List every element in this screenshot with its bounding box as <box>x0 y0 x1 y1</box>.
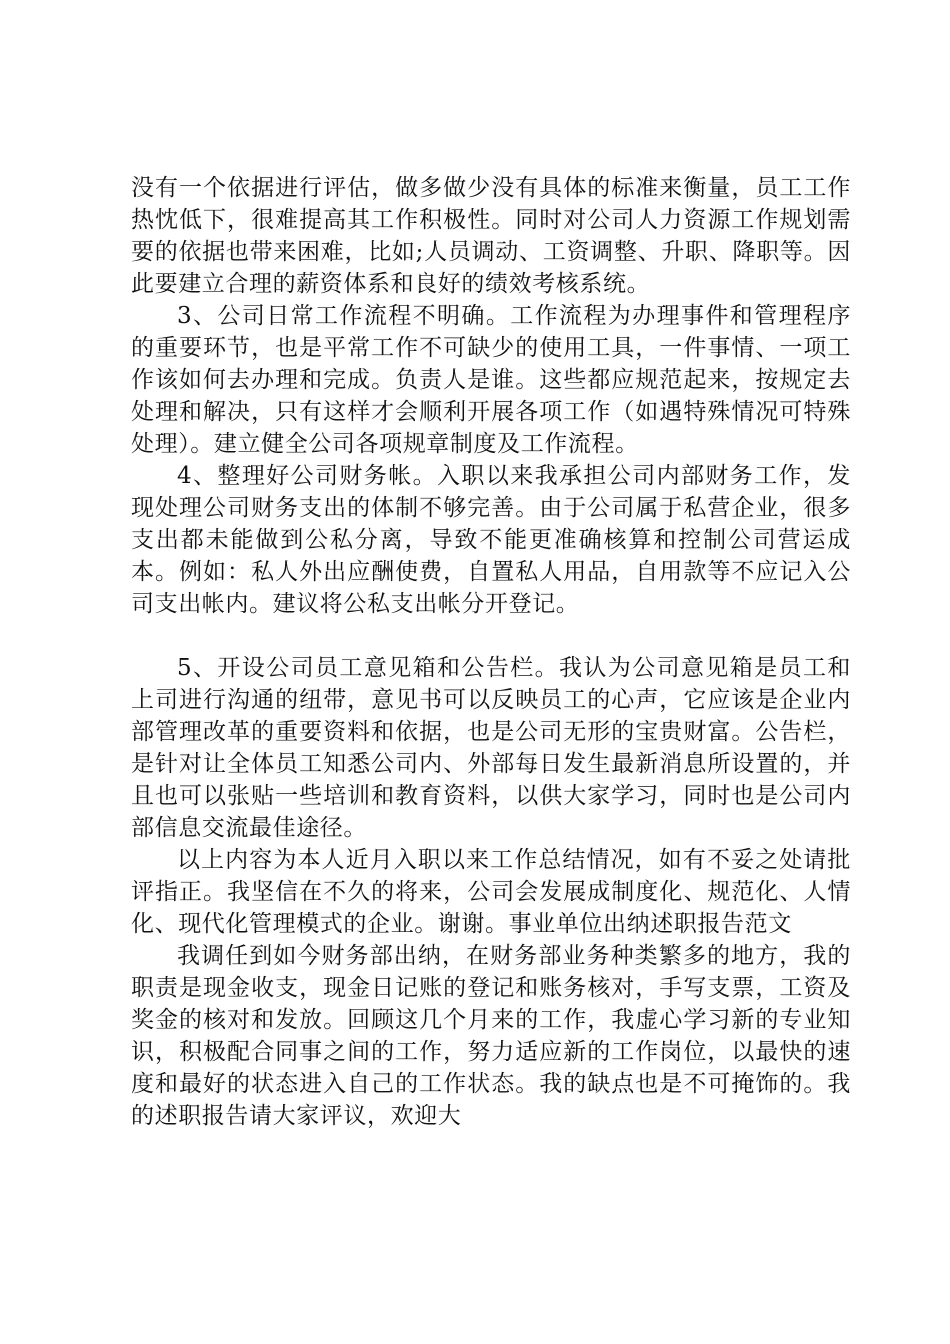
paragraph-item-4-finance: 4、整理好公司财务帐。入职以来我承担公司内部财务工作，发现处理公司财务支出的体制不够完善。由于公司属于私营企业，很多支出都未能做到公私分离，导致不能更准确核算和控制公司营运成本。例如：私人外出应酬使费，自置私人用品，自用款等不应记入公司支出帐内。建议将公私支出帐分开登记。 <box>131 463 851 617</box>
document-body <box>131 172 851 1132</box>
paragraph-spacer <box>131 620 851 652</box>
paragraph-evaluation: 没有一个依据进行评估，做多做少没有具体的标准来衡量，员工工作热忱低下，很难提高其工作积极性。同时对公司人力资源工作规划需要的依据也带来困难，比如;人员调动、工资调整、升职、降职等。因此要建立合理的薪资体系和良好的绩效考核系统。 <box>131 175 851 297</box>
paragraph-summary-conclusion: 以上内容为本人近月入职以来工作总结情况，如有不妥之处请批评指正。我坚信在不久的将来，公司会发展成制度化、规范化、人情化、现代化管理模式的企业。谢谢。事业单位出纳述职报告范文 <box>131 847 851 937</box>
paragraph-item-5-suggestion-box: 5、开设公司员工意见箱和公告栏。我认为公司意见箱是员工和上司进行沟通的纽带，意见书可以反映员工的心声，它应该是企业内部管理改革的重要资料和依据，也是公司无形的宝贵财富。公告栏，是针对让全体员工知悉公司内、外部每日发生最新消息所设置的，并且也可以张贴一些培训和教育资料，以供大家学习，同时也是公司内部信息交流最佳途径。 <box>131 655 851 841</box>
paragraph-cashier-report: 我调任到如今财务部出纳，在财务部业务种类繁多的地方，我的职责是现金收支，现金日记账的登记和账务核对，手写支票，工资及奖金的核对和发放。回顾这几个月来的工作，我虚心学习新的专业知识，积极配合同事之间的工作，努力适应新的工作岗位，以最快的速度和最好的状态进入自己的工作状态。我的缺点也是不可掩饰的。我的述职报告请大家评议，欢迎大 <box>131 943 851 1129</box>
paragraph-item-3-workflow: 3、公司日常工作流程不明确。工作流程为办理事件和管理程序的重要环节，也是平常工作不可缺少的使用工具，一件事情、一项工作该如何去办理和完成。负责人是谁。这些都应规范起来，按规定去处理和解决，只有这样才会顺利开展各项工作（如遇特殊情况可特殊处理）。建立健全公司各项规章制度及工作流程。 <box>131 303 851 457</box>
